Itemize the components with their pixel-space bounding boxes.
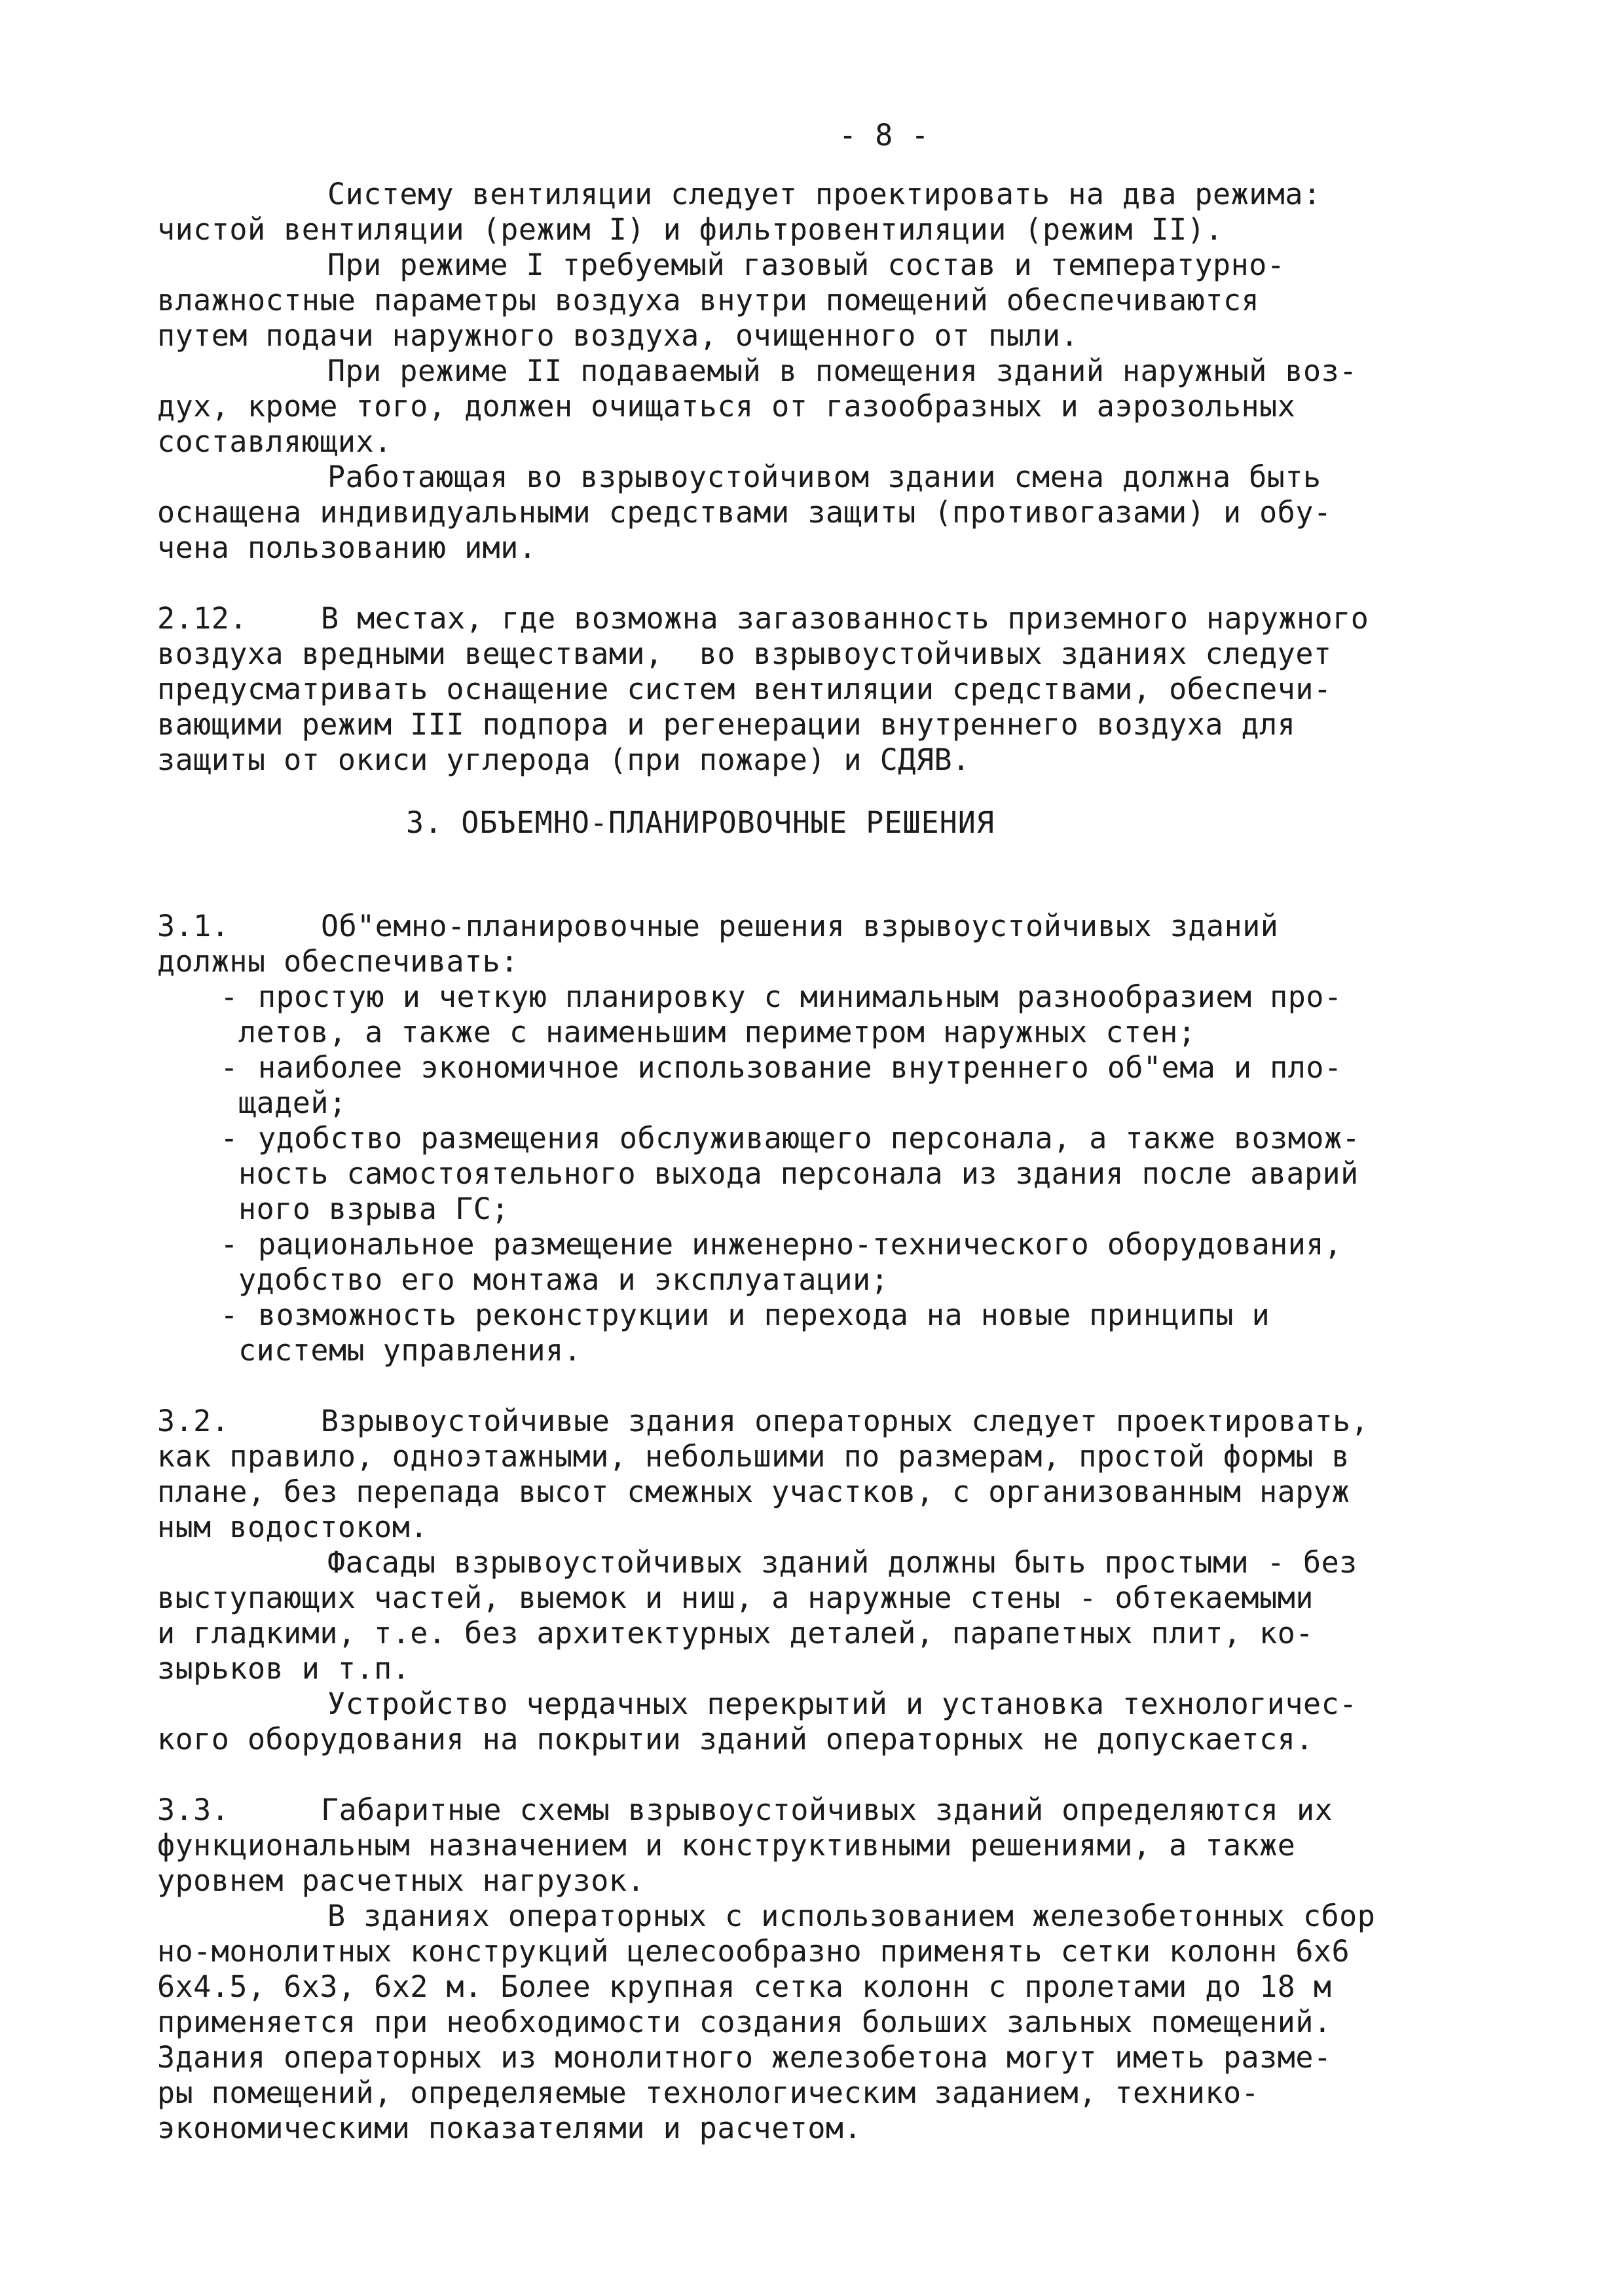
text-line: возможность реконструкции и перехода на новые принципы и <box>258 1298 1270 1332</box>
list-item <box>157 1121 1493 1227</box>
clause-3-1 <box>157 909 1493 1368</box>
document-page <box>157 118 1493 2146</box>
text-line: 6x4.5, 6x3, 6x2 м. Более крупная сетка колонн с пролетами до 18 м <box>157 1969 1332 2004</box>
page-number: - 8 - <box>839 118 929 153</box>
list-item <box>157 1227 1493 1298</box>
clause-number: 3.2. <box>157 1404 230 1438</box>
text-line: должны обеспечивать: <box>157 944 519 979</box>
text-line: влажностные параметры воздуха внутри помещений обеспечиваются <box>157 283 1260 318</box>
text-line: Об"емно-планировочные решения взрывоустойчивых зданий <box>321 909 1279 943</box>
intro-paragraph-3 <box>157 354 1493 460</box>
text-line: чистой вентиляции (режим I) и фильтровентиляции (режим II). <box>157 212 1223 247</box>
list-item <box>157 1050 1493 1121</box>
text-line: зырьков и т.п. <box>157 1651 411 1686</box>
clause-3-2 <box>157 1404 1493 1757</box>
list-item <box>157 979 1493 1050</box>
dash-marker: - <box>220 1121 238 1156</box>
text-line: летов, а также с наименьшим периметром наружных стен; <box>238 1015 1196 1049</box>
text-line: Устройство чердачных перекрытий и установка технологичес- <box>327 1686 1357 1721</box>
text-line: В зданиях операторных с использованием железобетонных сбор <box>327 1899 1376 1933</box>
text-line: но-монолитных конструкций целесообразно применять сетки колонн 6x6 <box>157 1934 1350 1969</box>
dash-marker: - <box>220 979 238 1014</box>
text-line: выступающих частей, выемок и ниш, а наружные стены - обтекаемыми <box>157 1580 1314 1615</box>
text-line: Систему вентиляции следует проектировать на два режима: <box>327 177 1321 211</box>
text-line: кого оборудования на покрытии зданий операторных не допускается. <box>157 1722 1314 1757</box>
clause-3-3 <box>157 1793 1493 2146</box>
text-line: чена пользованию ими. <box>157 530 537 565</box>
text-line: плане, без перепада высот смежных участков, с организованным наруж <box>157 1474 1350 1509</box>
text-line: Взрывоустойчивые здания операторных следует проектировать, <box>321 1404 1369 1438</box>
text-line: ность самостоятельного выхода персонала из здания после аварий <box>238 1156 1359 1191</box>
text-line: ры помещений, определяемые технологическим заданием, технико- <box>157 2075 1260 2110</box>
text-line: функциональным назначением и конструктивными решениями, а также <box>157 1828 1296 1863</box>
text-line: вающими режим III подпора и регенерации внутреннего воздуха для <box>157 707 1296 742</box>
text-line: как правило, одноэтажными, небольшими по размерам, простой формы в <box>157 1439 1350 1474</box>
text-line: уровнем расчетных нагрузок. <box>157 1863 645 1898</box>
text-line: путем подачи наружного воздуха, очищенного от пыли. <box>157 318 1079 353</box>
text-line: удобство размещения обслуживающего персонала, а также возмож- <box>258 1121 1361 1156</box>
paragraph-spacer <box>157 566 1493 601</box>
text-line: воздуха вредными веществами, во взрывоустойчивых зданиях следует <box>157 636 1332 671</box>
text-line: составляющих. <box>157 424 392 459</box>
text-line: В местах, где возможна загазованность приземного наружного <box>321 601 1369 636</box>
text-line: щадей; <box>238 1085 347 1120</box>
text-line: защиты от окиси углерода (при пожаре) и СДЯВ. <box>157 742 970 777</box>
text-line: применяется при необходимости создания больших зальных помещений. <box>157 2005 1332 2039</box>
text-line: удобство его монтажа и эксплуатации; <box>238 1262 889 1297</box>
text-line: Работающая во взрывоустойчивом здании смена должна быть <box>327 460 1321 494</box>
text-line: предусматривать оснащение систем вентиляции средствами, обеспечи- <box>157 672 1332 706</box>
intro-paragraph-4 <box>157 460 1493 566</box>
text-line: системы управления. <box>238 1333 582 1368</box>
paragraph-spacer <box>157 1368 1493 1404</box>
dash-marker: - <box>220 1298 238 1332</box>
list-item <box>157 1298 1493 1368</box>
intro-paragraph-1 <box>157 177 1493 247</box>
text-line: экономическими показателями и расчетом. <box>157 2111 862 2145</box>
text-line: Здания операторных из монолитного железобетона могут иметь разме- <box>157 2040 1332 2075</box>
text-line: Габаритные схемы взрывоустойчивых зданий определяются их <box>321 1793 1333 1827</box>
text-line: дух, кроме того, должен очищаться от газообразных и аэрозольных <box>157 389 1296 424</box>
text-line: наиболее экономичное использование внутреннего об"ема и пло- <box>258 1050 1342 1085</box>
text-line: ным водостоком. <box>157 1510 428 1544</box>
text-line: При режиме II подаваемый в помещения зданий наружный воз- <box>327 354 1357 388</box>
text-line: и гладкими, т.е. без архитектурных деталей, парапетных плит, ко- <box>157 1616 1314 1650</box>
intro-paragraph-2 <box>157 247 1493 354</box>
clause-number: 3.3. <box>157 1793 230 1827</box>
section-title: 3. ОБЪЕМНО-ПЛАНИРОВОЧНЫЕ РЕШЕНИЯ <box>406 805 995 840</box>
text-line: ного взрыва ГС; <box>238 1192 509 1226</box>
text-line: простую и четкую планировку с минимальным разнообразием про- <box>258 979 1342 1014</box>
text-line: При режиме I требуемый газовый состав и температурно- <box>327 247 1285 282</box>
text-line: оснащена индивидуальными средствами защиты (противогазами) и обу- <box>157 495 1332 530</box>
requirements-list <box>157 979 1493 1368</box>
text-line: Фасады взрывоустойчивых зданий должны быть простыми - без <box>327 1545 1357 1580</box>
clause-number: 2.12. <box>157 601 248 636</box>
clause-2-12 <box>157 601 1493 778</box>
dash-marker: - <box>220 1227 238 1262</box>
dash-marker: - <box>220 1050 238 1085</box>
clause-number: 3.1. <box>157 909 230 943</box>
text-line: рациональное размещение инженерно-технического оборудования, <box>258 1227 1342 1262</box>
paragraph-spacer <box>157 1757 1493 1793</box>
